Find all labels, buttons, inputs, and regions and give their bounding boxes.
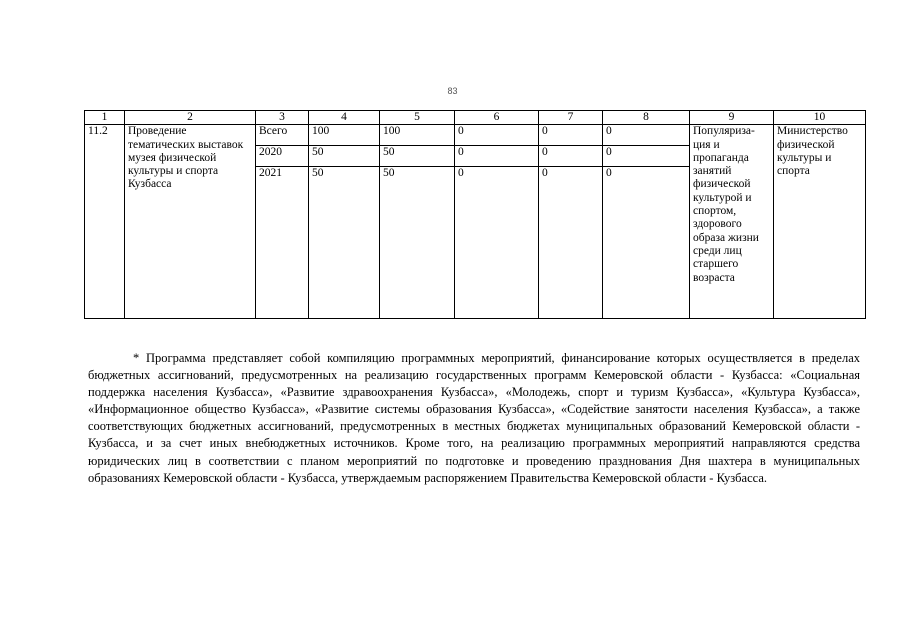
page-number: 83 [447,86,458,96]
header-cell: 8 [603,111,690,125]
executor-cell: Министерство физической культуры и спорта [774,125,866,319]
header-cell: 5 [380,111,455,125]
result-cell: Популяриза-ция и пропаганда занятий физической культурой и спортом, здорового образа жизни среди лиц старшего возраста [690,125,774,319]
program-table [84,110,866,319]
value-cell: 50 [309,167,380,319]
value-cell: 100 [309,125,380,146]
value-cell: 0 [603,167,690,319]
period-cell: 2020 [256,146,309,167]
value-cell: 0 [539,167,603,319]
period-cell: 2021 [256,167,309,319]
value-cell: 100 [380,125,455,146]
table-row [85,125,866,146]
header-cell: 9 [690,111,774,125]
value-cell: 0 [539,146,603,167]
footnote [88,350,860,487]
header-cell: 4 [309,111,380,125]
header-cell: 2 [125,111,256,125]
value-cell: 50 [309,146,380,167]
row-id-cell: 11.2 [85,125,125,319]
header-cell: 1 [85,111,125,125]
header-cell: 7 [539,111,603,125]
value-cell: 0 [539,125,603,146]
value-cell: 0 [603,125,690,146]
header-cell: 6 [455,111,539,125]
value-cell: 0 [455,125,539,146]
value-cell: 0 [455,167,539,319]
row-name-cell: Проведение тематических выставок музея физической культуры и спорта Кузбасса [125,125,256,319]
header-cell: 10 [774,111,866,125]
header-cell: 3 [256,111,309,125]
header-row [85,111,866,125]
value-cell: 0 [455,146,539,167]
footnote-text: * Программа представляет собой компиляцию программных мероприятий, финансирование которых осуществляется в пределах бюджетных ассигнований, предусмотренных на реализацию государственных программ Кемеровской области - Кузбасса: «Социальная поддержка населения Кузбасса», «Развитие здравоохранения Кузбасса», «Молодежь, спорт и туризм Кузбасса», «Культура Кузбасса», «Информационное общество Кузбасса», «Развитие системы образования Кузбасса», «Содействие занятости населения Кузбасса», а также соответствующих бюджетных ассигнований, предусмотренных в местных бюджетах муниципальных образований Кемеровской области - Кузбасса, и за счет иных внебюджетных источников. Кроме того, на реализацию программных мероприятий направляются средства юридических лиц в соответствии с планом мероприятий по подготовке и проведению празднования Дня шахтера в муниципальных образованиях Кемеровской области - Кузбасса, утверждаемым распоряжением Правительства Кемеровской области - Кузбасса. [88,351,860,485]
period-cell: Всего [256,125,309,146]
value-cell: 50 [380,167,455,319]
value-cell: 50 [380,146,455,167]
value-cell: 0 [603,146,690,167]
